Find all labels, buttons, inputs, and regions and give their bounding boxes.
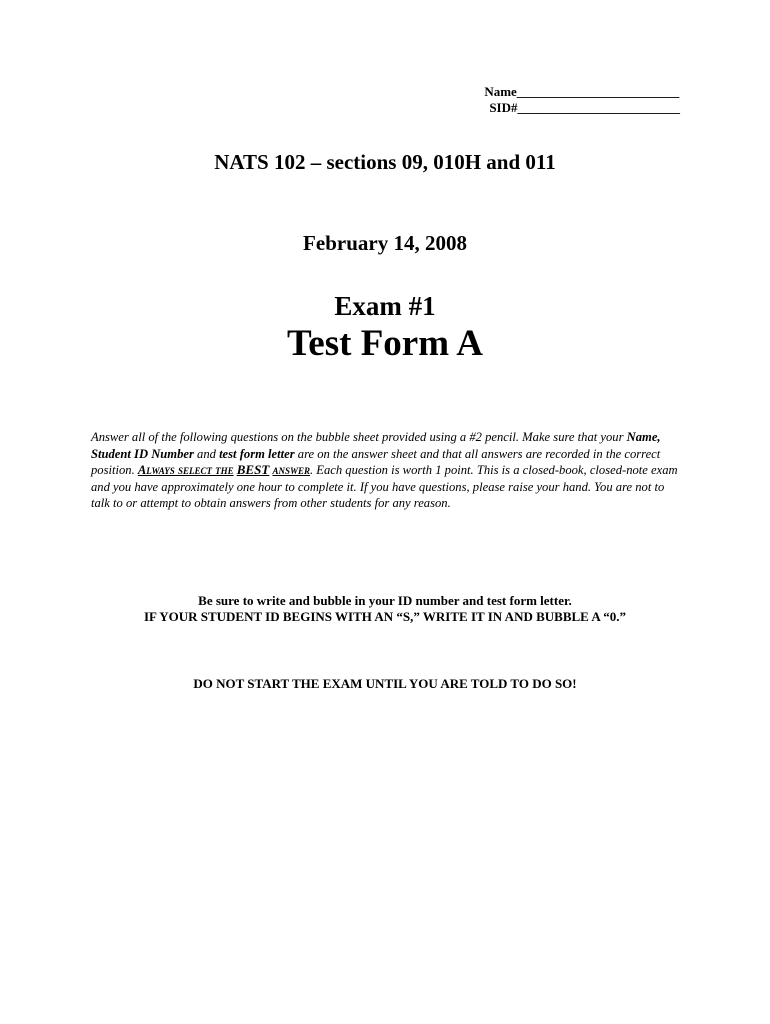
bubble-notice-line-2: IF YOUR STUDENT ID BEGINS WITH AN “S,” WRITE IT IN AND BUBBLE A “0.” [143,609,627,624]
instructions-name-id: Name, Student ID Number [91,430,661,461]
best-text: BEST [236,462,270,477]
exam-date: February 14, 2008 [303,231,467,255]
always-select-text: Always select the [137,463,234,477]
do-not-start-notice: DO NOT START THE EXAM UNTIL YOU ARE TOLD TO DO SO! [193,676,577,691]
sid-field: SID#_________________________ [489,100,680,115]
instructions-test-form: test form letter [219,446,295,461]
instructions-text-2: are on the answer sheet and that all answers are recorded in the correct position. [91,446,661,477]
test-form-title: Test Form A [287,323,483,364]
instructions-text-1: Answer all of the following questions on the bubble sheet provided using a #2 pencil. Make sure that your [91,430,627,444]
instructions-and: and [193,446,220,461]
name-sid-block [484,84,680,116]
bubble-notice-line-1: Be sure to write and bubble in your ID number and test form letter. [198,593,572,608]
answer-text: answer [272,463,310,477]
instructions-text-3: . Each question is worth 1 point. This is a closed-book, closed-note exam and you have approximately one hour to complete it. If you have questions, please raise your hand. You are not to talk to or attempt to obtain answers from other students for any reason. [91,463,678,510]
instructions-paragraph [91,429,686,512]
course-title: NATS 102 – sections 09, 010H and 011 [214,150,556,174]
bubble-notice [0,593,770,625]
name-field: Name_________________________ [484,84,680,99]
exam-number: Exam #1 [334,291,436,321]
